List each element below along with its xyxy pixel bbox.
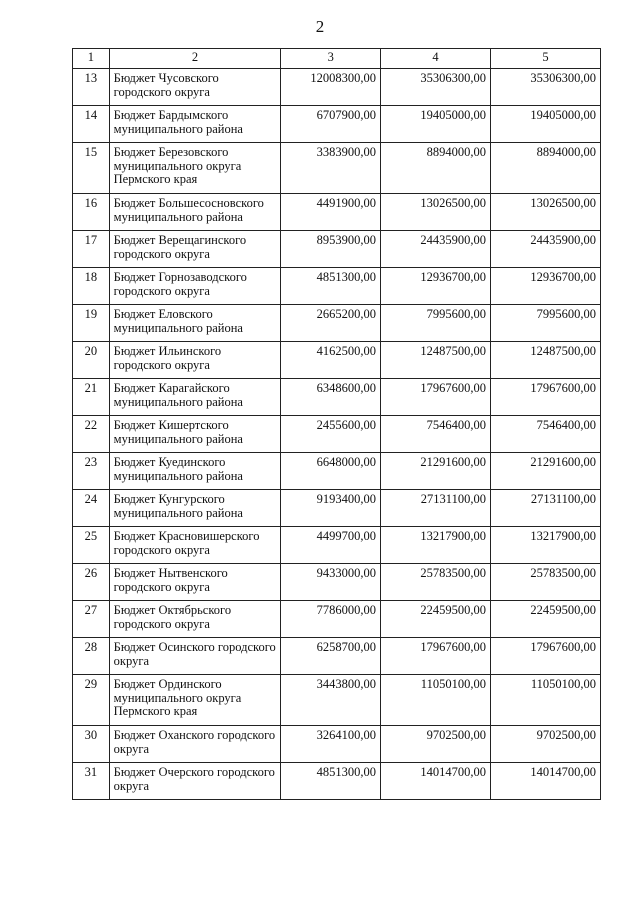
table-row — [73, 638, 601, 675]
column-3-value-cell: 9433000,00 — [281, 564, 381, 601]
row-number-cell: 20 — [73, 342, 110, 379]
column-5-value-cell: 22459500,00 — [490, 601, 600, 638]
table-row — [73, 69, 601, 106]
row-number-cell: 26 — [73, 564, 110, 601]
column-4-value-cell: 21291600,00 — [380, 453, 490, 490]
row-number-cell: 17 — [73, 231, 110, 268]
table-row — [73, 675, 601, 726]
header-col-1: 1 — [73, 49, 110, 69]
column-4-value-cell: 8894000,00 — [380, 143, 490, 194]
column-3-value-cell: 4851300,00 — [281, 268, 381, 305]
row-number-cell: 24 — [73, 490, 110, 527]
row-number-cell: 22 — [73, 416, 110, 453]
column-5-value-cell: 13026500,00 — [490, 194, 600, 231]
column-4-value-cell: 7995600,00 — [380, 305, 490, 342]
column-4-value-cell: 14014700,00 — [380, 763, 490, 800]
column-3-value-cell: 6707900,00 — [281, 106, 381, 143]
row-number-cell: 27 — [73, 601, 110, 638]
table-header — [73, 49, 601, 69]
budget-name-cell: Бюджет Ординского муниципального округа Пермского края — [109, 675, 281, 726]
table-row — [73, 342, 601, 379]
column-4-value-cell: 27131100,00 — [380, 490, 490, 527]
budget-name-cell: Бюджет Красновишерского городского округа — [109, 527, 281, 564]
column-4-value-cell: 17967600,00 — [380, 638, 490, 675]
table-row — [73, 453, 601, 490]
column-5-value-cell: 8894000,00 — [490, 143, 600, 194]
column-5-value-cell: 19405000,00 — [490, 106, 600, 143]
budget-name-cell: Бюджет Очерского городского округа — [109, 763, 281, 800]
column-3-value-cell: 4491900,00 — [281, 194, 381, 231]
column-3-value-cell: 8953900,00 — [281, 231, 381, 268]
column-5-value-cell: 27131100,00 — [490, 490, 600, 527]
table-row — [73, 143, 601, 194]
table-row — [73, 106, 601, 143]
header-col-2: 2 — [109, 49, 281, 69]
budget-name-cell: Бюджет Чусовского городского округа — [109, 69, 281, 106]
column-4-value-cell: 11050100,00 — [380, 675, 490, 726]
column-3-value-cell: 6348600,00 — [281, 379, 381, 416]
row-number-cell: 25 — [73, 527, 110, 564]
column-3-value-cell: 4851300,00 — [281, 763, 381, 800]
column-4-value-cell: 22459500,00 — [380, 601, 490, 638]
column-4-value-cell: 35306300,00 — [380, 69, 490, 106]
table-row — [73, 416, 601, 453]
column-5-value-cell: 21291600,00 — [490, 453, 600, 490]
column-4-value-cell: 13026500,00 — [380, 194, 490, 231]
column-5-value-cell: 7546400,00 — [490, 416, 600, 453]
table-row — [73, 231, 601, 268]
column-3-value-cell: 3383900,00 — [281, 143, 381, 194]
budget-name-cell: Бюджет Березовского муниципального округа Пермского края — [109, 143, 281, 194]
column-4-value-cell: 24435900,00 — [380, 231, 490, 268]
budget-name-cell: Бюджет Ильинского городского округа — [109, 342, 281, 379]
budget-name-cell: Бюджет Оханского городского округа — [109, 726, 281, 763]
column-5-value-cell: 25783500,00 — [490, 564, 600, 601]
column-3-value-cell: 9193400,00 — [281, 490, 381, 527]
table-row — [73, 601, 601, 638]
table-row — [73, 527, 601, 564]
budget-name-cell: Бюджет Горнозаводского городского округа — [109, 268, 281, 305]
column-5-value-cell: 17967600,00 — [490, 638, 600, 675]
page-number: 2 — [315, 17, 325, 36]
column-4-value-cell: 12487500,00 — [380, 342, 490, 379]
row-number-cell: 19 — [73, 305, 110, 342]
table-row — [73, 726, 601, 763]
budget-name-cell: Бюджет Октябрьского городского округа — [109, 601, 281, 638]
budget-name-cell: Бюджет Куединского муниципального района — [109, 453, 281, 490]
column-5-value-cell: 14014700,00 — [490, 763, 600, 800]
budget-name-cell: Бюджет Осинского городского округа — [109, 638, 281, 675]
row-number-cell: 30 — [73, 726, 110, 763]
column-5-value-cell: 9702500,00 — [490, 726, 600, 763]
column-5-value-cell: 12487500,00 — [490, 342, 600, 379]
row-number-cell: 16 — [73, 194, 110, 231]
column-4-value-cell: 9702500,00 — [380, 726, 490, 763]
budget-name-cell: Бюджет Карагайского муниципального района — [109, 379, 281, 416]
budget-name-cell: Бюджет Нытвенского городского округа — [109, 564, 281, 601]
column-5-value-cell: 35306300,00 — [490, 69, 600, 106]
row-number-cell: 21 — [73, 379, 110, 416]
column-3-value-cell: 6258700,00 — [281, 638, 381, 675]
table-body — [73, 69, 601, 800]
column-3-value-cell: 3264100,00 — [281, 726, 381, 763]
column-5-value-cell: 12936700,00 — [490, 268, 600, 305]
column-3-value-cell: 4162500,00 — [281, 342, 381, 379]
column-5-value-cell: 17967600,00 — [490, 379, 600, 416]
column-4-value-cell: 12936700,00 — [380, 268, 490, 305]
column-5-value-cell: 7995600,00 — [490, 305, 600, 342]
column-4-value-cell: 25783500,00 — [380, 564, 490, 601]
budget-name-cell: Бюджет Большесосновского муниципального района — [109, 194, 281, 231]
column-3-value-cell: 2455600,00 — [281, 416, 381, 453]
column-4-value-cell: 17967600,00 — [380, 379, 490, 416]
table-row — [73, 268, 601, 305]
column-4-value-cell: 13217900,00 — [380, 527, 490, 564]
row-number-cell: 23 — [73, 453, 110, 490]
budget-name-cell: Бюджет Верещагинского городского округа — [109, 231, 281, 268]
budget-name-cell: Бюджет Бардымского муниципального района — [109, 106, 281, 143]
row-number-cell: 18 — [73, 268, 110, 305]
row-number-cell: 14 — [73, 106, 110, 143]
row-number-cell: 15 — [73, 143, 110, 194]
header-col-4: 4 — [380, 49, 490, 69]
budget-table — [72, 48, 601, 800]
column-5-value-cell: 24435900,00 — [490, 231, 600, 268]
table-row — [73, 564, 601, 601]
column-5-value-cell: 13217900,00 — [490, 527, 600, 564]
column-3-value-cell: 2665200,00 — [281, 305, 381, 342]
row-number-cell: 29 — [73, 675, 110, 726]
table-row — [73, 379, 601, 416]
column-3-value-cell: 6648000,00 — [281, 453, 381, 490]
column-3-value-cell: 7786000,00 — [281, 601, 381, 638]
table-row — [73, 194, 601, 231]
column-4-value-cell: 7546400,00 — [380, 416, 490, 453]
header-col-5: 5 — [490, 49, 600, 69]
row-number-cell: 28 — [73, 638, 110, 675]
header-col-3: 3 — [281, 49, 381, 69]
table-row — [73, 490, 601, 527]
column-3-value-cell: 3443800,00 — [281, 675, 381, 726]
column-4-value-cell: 19405000,00 — [380, 106, 490, 143]
row-number-cell: 31 — [73, 763, 110, 800]
row-number-cell: 13 — [73, 69, 110, 106]
budget-name-cell: Бюджет Кишертского муниципального района — [109, 416, 281, 453]
column-3-value-cell: 4499700,00 — [281, 527, 381, 564]
header-row — [73, 49, 601, 69]
budget-name-cell: Бюджет Еловского муниципального района — [109, 305, 281, 342]
table-row — [73, 305, 601, 342]
column-5-value-cell: 11050100,00 — [490, 675, 600, 726]
budget-name-cell: Бюджет Кунгурского муниципального района — [109, 490, 281, 527]
column-3-value-cell: 12008300,00 — [281, 69, 381, 106]
table-row — [73, 763, 601, 800]
